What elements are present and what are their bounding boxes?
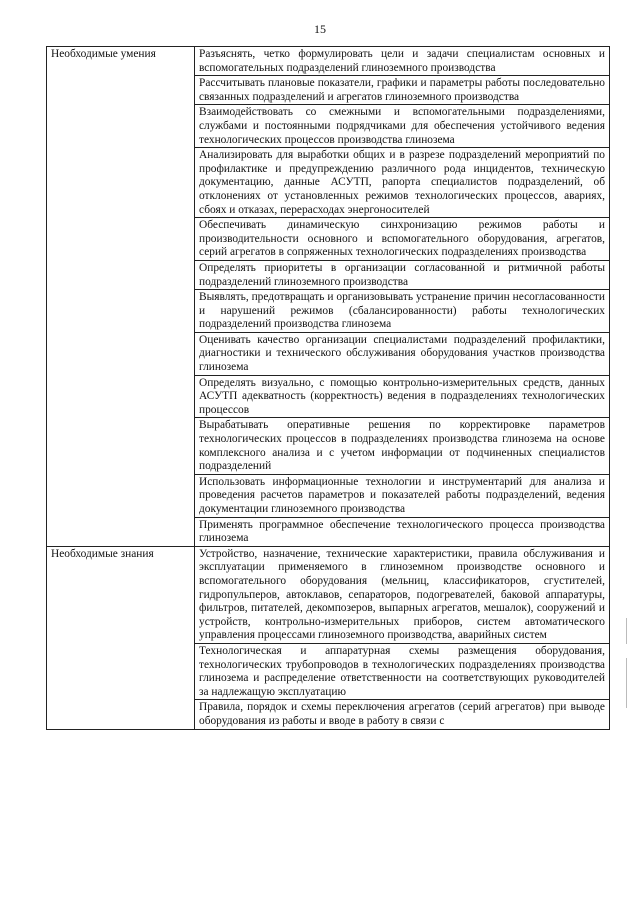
requirement-item: Обеспечивать динамическую синхронизацию режимов работы и производительности основного и вспомогательного оборудования, агрегатов, серий агрегатов в сопряженных технологических подразделениях производства <box>195 218 610 261</box>
scan-edge-mark <box>626 658 627 708</box>
requirement-item: Оценивать качество организации специалистами подразделений профилактики, диагностики и технического обслуживания оборудования участков производства глинозема <box>195 332 610 375</box>
requirements-table-body <box>47 47 610 730</box>
requirement-item: Выявлять, предотвращать и организовывать устранение причин несогласованности и нарушений режимов (сбалансированности) работы технологических подразделений производства глинозема <box>195 290 610 333</box>
requirement-item: Рассчитывать плановые показатели, графики и параметры работы последовательно связанных подразделений и агрегатов глиноземного производства <box>195 76 610 105</box>
requirement-item: Определять визуально, с помощью контрольно-измерительных средств, данных АСУТП адекватность (корректность) ведения в подразделениях технологических процессов <box>195 375 610 418</box>
requirement-item: Правила, порядок и схемы переключения агрегатов (серий агрегатов) при выводе оборудования из работы и вводе в работу в связи с <box>195 700 610 729</box>
requirement-item: Взаимодействовать со смежными и вспомогательными подразделениями, службами и постоянными подрядчиками для обеспечения устойчивого ведения технологических процессов производства глинозема <box>195 105 610 148</box>
page-number: 15 <box>314 22 326 36</box>
requirement-item: Разъяснять, четко формулировать цели и задачи специалистам основных и вспомогательных подразделений глиноземного производства <box>195 47 610 76</box>
requirements-table <box>46 46 610 730</box>
requirement-item: Использовать информационные технологии и инструментарий для анализа и проведения расчетов параметров и показателей работы подразделений, ведения документации глиноземного производства <box>195 474 610 517</box>
requirement-item: Технологическая и аппаратурная схемы размещения оборудования, технологических трубопроводов в технологических подразделениях производства глинозема и распределение ответственности на соответствующих руководителей за надлежащую эксплуатацию <box>195 643 610 699</box>
table-row <box>47 546 610 643</box>
scan-edge-mark <box>626 618 627 644</box>
requirement-item: Устройство, назначение, технические характеристики, правила обслуживания и эксплуатации применяемого в глиноземном производстве основного и вспомогательного оборудования (мельниц, классификаторов, сгустителей, гидропульперов, автоклавов, сепараторов, подогревателей, баковой аппаратуры, фильтров, питателей, декомпозеров, выпарных агрегатов, мешалок), сооружений и устройств, контрольно-измерительных приборов, систем автоматического управления процессами глиноземного производства, аварийных систем <box>195 546 610 643</box>
requirement-item: Определять приоритеты в организации согласованной и ритмичной работы подразделений глиноземного производства <box>195 260 610 289</box>
section-label: Необходимые знания <box>47 546 195 729</box>
requirement-item: Анализировать для выработки общих и в разрезе подразделений мероприятий по профилактике и предупреждению различного рода инцидентов, техническую документацию, данные АСУТП, рапорта специалистов подразделений, об отклонениях от установленных режимов технологических процессов, авариях, сбоях и отказах, перерасходах энергоносителей <box>195 148 610 218</box>
page-bottom-margin <box>0 856 640 905</box>
requirement-item: Вырабатывать оперативные решения по корректировке параметров технологических процессов в подразделениях производства глинозема на основе комплексного анализа и с учетом информации от подчиненных специалистов подразделений <box>195 418 610 474</box>
section-label: Необходимые умения <box>47 47 195 547</box>
table-row <box>47 47 610 76</box>
requirement-item: Применять программное обеспечение технологического процесса производства глинозема <box>195 517 610 546</box>
